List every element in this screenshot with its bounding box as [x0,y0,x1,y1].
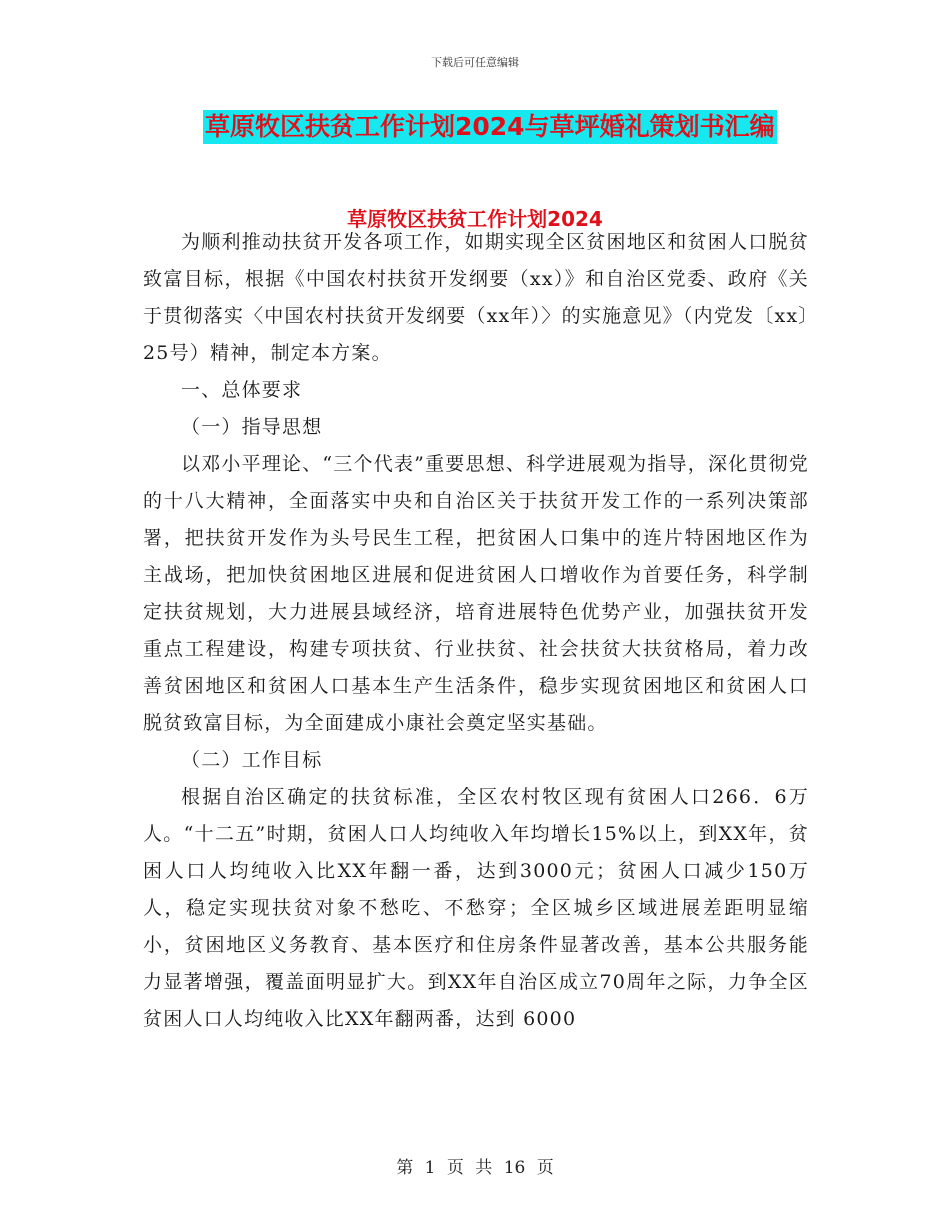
paragraph-work-goals: 根据自治区确定的扶贫标准，全区农村牧区现有贫困人口266．6万人。“十二五”时期，贫困人口人均纯收入年均增长15%以上，到XX年，贫困人口人均纯收入比XX年翻一番，达到3000元；贫困人口减少150万人，稳定实现扶贫对象不愁吃、不愁穿；全区城乡区域进展差距明显缩小，贫困地区义务教育、基本医疗和住房条件显著改善，基本公共服务能力显著增强，覆盖面明显扩大。到XX年自治区成立70周年之际，力争全区贫困人口人均纯收入比XX年翻两番，达到 6000 [143,786,809,1030]
heading-work-goals: （二）工作目标 [181,749,323,771]
heading-guiding-thought: （一）指导思想 [181,416,323,438]
main-title: 草原牧区扶贫工作计划2024与草坪婚礼策划书汇编 [203,110,777,144]
paragraph-guiding-thought: 以邓小平理论、“三个代表”重要思想、科学进展观为指导，深化贯彻党的十八大精神，全面落实中央和自治区关于扶贫开发工作的一系列决策部署，把扶贫开发作为头号民生工程，把贫困人口集中的连片特困地区作为主战场，把加快贫困地区进展和促进贫困人口增收作为首要任务，科学制定扶贫规划，大力进展县域经济，培育进展特色优势产业，加强扶贫开发重点工程建设，构建专项扶贫、行业扶贫、社会扶贫大扶贫格局，着力改善贫困地区和贫困人口基本生产生活条件，稳步实现贫困地区和贫困人口脱贫致富目标，为全面建成小康社会奠定坚实基础。 [143,453,809,734]
header-note: 下载后可任意编辑 [431,56,519,69]
sub-title: 草原牧区扶贫工作计划2024 [347,207,603,231]
heading-general-requirements: 一、总体要求 [181,379,303,401]
paragraph-intro: 为顺利推动扶贫开发各项工作，如期实现全区贫困地区和贫困人口脱贫致富目标，根据《中国农村扶贫开发纲要（xx）》和自治区党委、政府《关于贯彻落实〈中国农村扶贫开发纲要（xx年）〉的实施意见》（内党发〔xx〕25号）精神，制定本方案。 [143,231,809,364]
page-footer: 第 1 页 共 16 页 [396,1158,554,1178]
document-body [143,224,809,1038]
